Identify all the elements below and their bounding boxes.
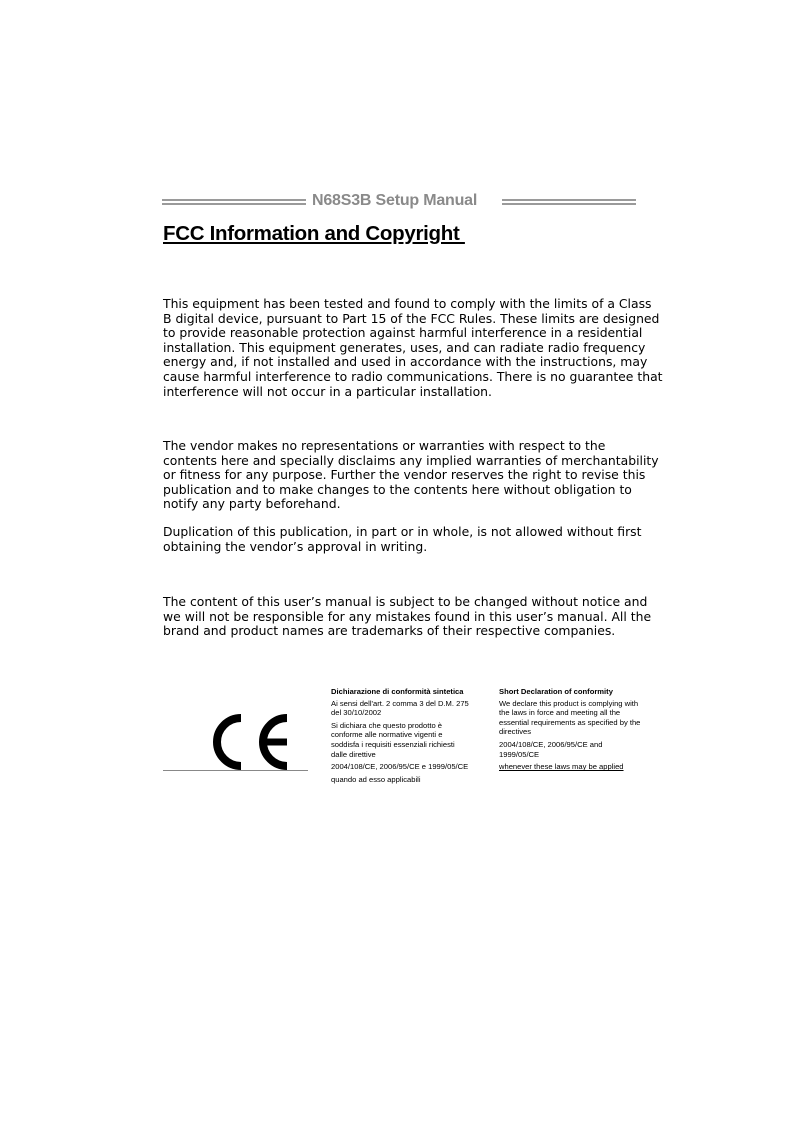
duplication-paragraph: Duplication of this publication, in part or in whole, is not allowed without first obtaining the vendor’s approval in writing. [163,524,642,554]
declaration-en-line: We declare this product is complying with the laws in force and meeting all the essential requirements as specified by the directives [499,698,641,737]
declaration-it-line: 2004/108/CE, 2006/95/CE e 1999/05/CE [331,762,469,772]
declaration-english [499,687,644,775]
declaration-en-line: 2004/108/CE, 2006/95/CE and 1999/05/CE [499,739,603,759]
manual-title: N68S3B Setup Manual [312,192,478,209]
declaration-italian [331,687,471,787]
fcc-compliance-paragraph: This equipment has been tested and found to comply with the limits of a Class B digital device, pursuant to Part 15 of the FCC Rules. These limits are designed to provide reasonable protection against harmful interference in a residential installation. This equipment generates, uses, and can radiate radio frequency energy and, if not installed and used in accordance with the instructions, may cause harmful interference to radio communications. There is no guarantee that interference will not occur in a particular installation. [163,296,663,399]
declaration-it-line: quando ad esso applicabili [331,774,421,784]
page-title: FCC Information and Copyright [163,222,465,245]
declaration-en-title: Short Declaration of conformity [499,687,613,696]
declaration-it-line: Si dichiara che questo prodotto è conforme alle normative vigenti e soddisfa i requisiti essenziali richiesti dalle direttive [331,720,455,759]
ce-underline [163,770,308,771]
warranty-disclaimer-paragraph: The vendor makes no representations or warranties with respect to the contents here and specially disclaims any implied warranties of merchantability or fitness for any purpose. Further the vendor reserves the right to revise this publication and to make changes to the contents here without obligation to notify any party beforehand. [163,438,659,512]
header-rule-right [502,199,636,205]
declaration-it-title: Dichiarazione di conformità sintetica [331,687,464,696]
manual-header [162,193,636,211]
trademark-paragraph: The content of this user’s manual is subject to be changed without notice and we will not be responsible for any mistakes found in this user’s manual. All the brand and product names are trademarks of their respective companies. [163,594,652,639]
declaration-it-line: Ai sensi dell'art. 2 comma 3 del D.M. 275 del 30/10/2002 [331,698,469,718]
header-rule-left [162,199,306,205]
ce-mark-icon [207,712,291,772]
declaration-en-line: whenever these laws may be applied [499,762,624,772]
